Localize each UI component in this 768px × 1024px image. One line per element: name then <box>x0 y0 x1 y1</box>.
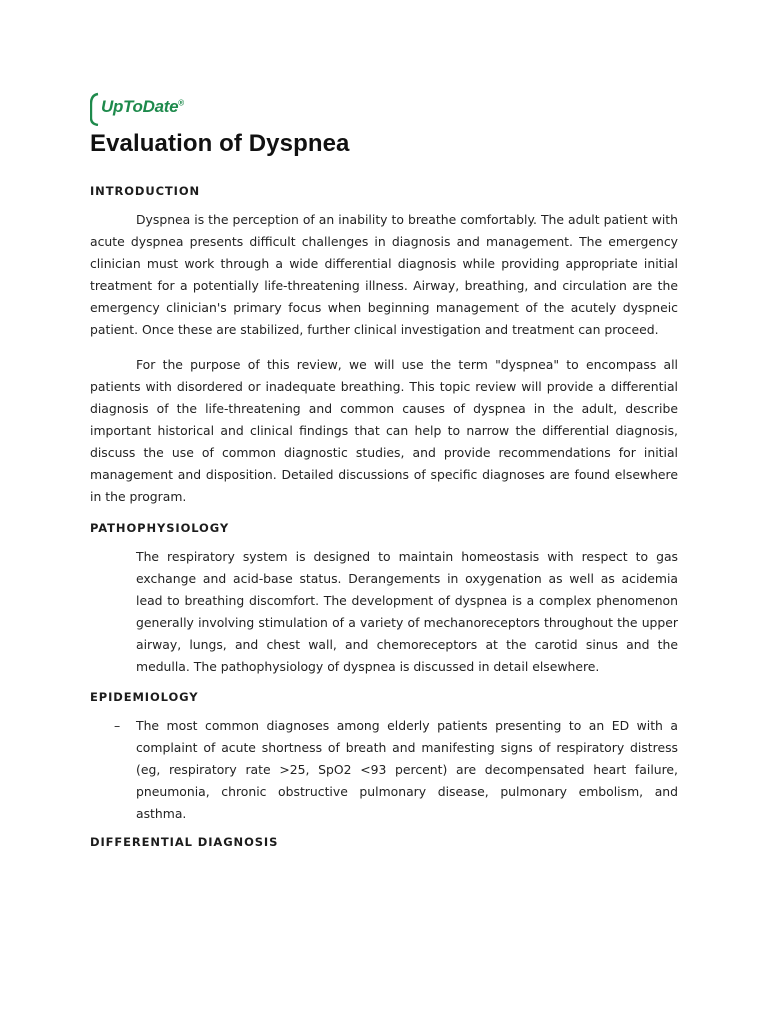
section-heading-epidemiology: EPIDEMIOLOGY <box>90 690 199 704</box>
introduction-paragraph-2: For the purpose of this review, we will use the term "dyspnea" to encompass all patients with disordered or inadequate breathing. This topic review will provide a differential diagnosis of the life-threatening and common causes of dyspnea in the adult, describe important historical and clinical findings that can help to narrow the differential diagnosis, discuss the use of common diagnostic studies, and provide recommendations for initial management and disposition. Detailed discussions of specific diagnoses are found elsewhere in the program. <box>90 357 678 504</box>
dash-bullet-icon: – <box>114 718 121 733</box>
logo-text: UpToDate® <box>101 97 184 116</box>
section-heading-introduction: INTRODUCTION <box>90 184 201 198</box>
introduction-paragraph-1: Dyspnea is the perception of an inability to breathe comfortably. The adult patient with acute dyspnea presents difficult challenges in diagnosis and management. The emergency clinician must work through a wide differential diagnosis while providing appropriate initial treatment for a potentially life-threatening illness. Airway, breathing, and circulation are the emergency clinician's primary focus when beginning management of the acutely dyspneic patient. Once these are stabilized, further clinical investigation and treatment can proceed. <box>90 212 678 337</box>
pathophysiology-paragraph: The respiratory system is designed to maintain homeostasis with respect to gas exchange and acid-base status. Derangements in oxygenation as well as acidemia lead to breathing discomfort. The development of dyspnea is a complex phenomenon generally involving stimulation of a variety of mechanoreceptors throughout the upper airway, lungs, and chest wall, and chemoreceptors at the carotid sinus and the medulla. The pathophysiology of dyspnea is discussed in detail elsewhere. <box>136 549 678 674</box>
section-heading-pathophysiology: PATHOPHYSIOLOGY <box>90 521 230 535</box>
page-title: Evaluation of Dyspnea <box>90 130 350 157</box>
list-item <box>90 715 678 825</box>
logo-bracket-icon <box>90 92 100 126</box>
epidemiology-bullet-text: The most common diagnoses among elderly patients presenting to an ED with a complaint of acute shortness of breath and manifesting signs of respiratory distress (eg, respiratory rate >25, SpO2 <93 percent) are decompensated heart failure, pneumonia, chronic obstructive pulmonary disease, pulmonary embolism, and asthma. <box>136 718 678 821</box>
section-heading-differential-diagnosis: DIFFERENTIAL DIAGNOSIS <box>90 835 279 849</box>
uptodate-logo <box>90 90 678 128</box>
